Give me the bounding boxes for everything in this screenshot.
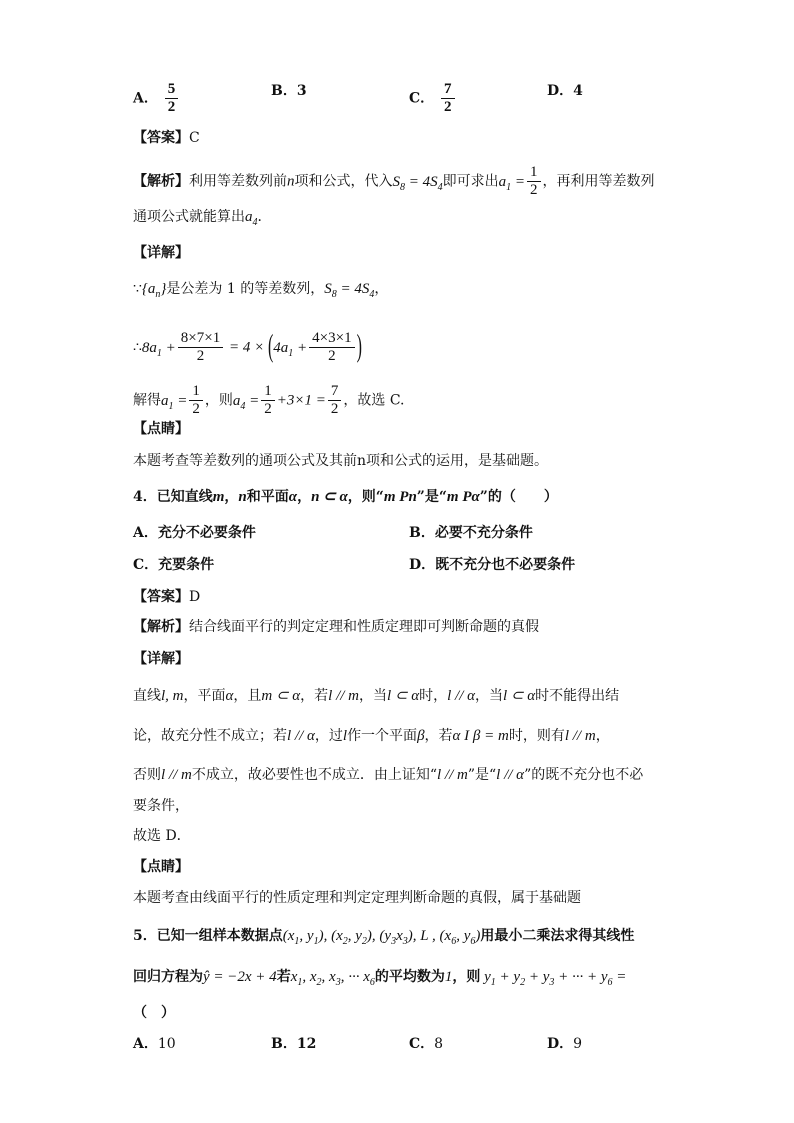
q3-option-a: A． $\frac{5}{2}$ <box>133 81 180 116</box>
fraction: $\frac{7}{2}$ <box>441 81 455 116</box>
q5-stem-line2: 回归方程为ŷ = −2x + 4若$x_1$, $x_2$, $x_3$, ··· $x_6$的平均数为1，则 $y_1 + y_2 + y_3$ + ··· + $y_6$ = <box>133 969 627 988</box>
q3-analysis: 【解析】利用等差数列前n项和公式，代入$S_8 = 4S_4$即可求出$a_1$ = $\frac{1}{2}$ ，再利用等差数列 <box>133 164 655 198</box>
q4-option-a: A．充分不必要条件 <box>133 525 256 541</box>
q4-detail-line4: 要条件， <box>133 798 189 814</box>
q4-detail-line3: 否则l // m不成立，故必要性也不成立．由上证知“l // m”是“l // α”的既不充分也不必 <box>133 767 644 783</box>
q4-detail-line5: 故选 D． <box>133 828 191 844</box>
q5-stem-line1: 5．已知一组样本数据点($x_1$, $y_1$), ($x_2$, $y_2$), $(y_3x_3)$, L , ($x_6$, $y_6$)用最小二乘法求得其线性 <box>133 928 635 947</box>
q3-answer: 【答案】C <box>133 130 200 146</box>
q5-paren: （ ） <box>133 1005 175 1021</box>
q4-detail-line2: 论，故充分性不成立；若l // α，过l作一个平面β，若α I β = m时，则有l // m， <box>133 728 610 744</box>
q5-option-a: A．10 <box>133 1036 176 1052</box>
q3-detail-solve: 解得$a_1$ = $\frac{1}{2}$ ，则$a_4$ = $\frac{1}{2}$ +3×1 = $\frac{7}{2}$ ，故选 C. <box>133 383 405 417</box>
q4-option-d: D．既不充分也不必要条件 <box>409 557 576 573</box>
q3-option-d: D．4 <box>547 83 583 99</box>
q3-detail-equation: $\therefore 8a_1$ + $\frac{8\times 7\times 1}{2}$ = $4 \times (4a_1$ + $\frac{4\times 3\times 1}{2}$ ) <box>133 329 362 364</box>
q3-analysis-line2: 通项公式就能算出$a_4$． <box>133 209 272 228</box>
q4-option-b: B．必要不充分条件 <box>409 525 533 541</box>
q4-analysis: 【解析】结合线面平行的判定定理和性质定理即可判断命题的真假 <box>133 619 539 635</box>
q4-comment-tag: 【点睛】 <box>133 859 189 875</box>
q4-option-c: C．充要条件 <box>133 557 215 573</box>
q3-detail-tag: 【详解】 <box>133 245 189 261</box>
q5-option-c: C．8 <box>409 1036 444 1052</box>
q3-comment: 本题考查等差数列的通项公式及其前n项和公式的运用，是基础题。 <box>133 453 549 469</box>
fraction: $\frac{5}{2}$ <box>165 81 179 116</box>
q4-comment: 本题考查由线面平行的性质定理和判定定理判断命题的真假，属于基础题 <box>133 890 581 906</box>
q4-answer: 【答案】D <box>133 589 201 605</box>
q4-detail-line1: 直线l, m，平面α，且m ⊂ α，若l // m，当l ⊂ α时，l // α，当l ⊂ α时不能得出结 <box>133 688 620 704</box>
q3-option-c: C． $\frac{7}{2}$ <box>409 81 457 116</box>
q5-option-d: D．9 <box>547 1036 583 1052</box>
q4-detail-tag: 【详解】 <box>133 651 189 667</box>
q3-comment-tag: 【点睛】 <box>133 421 189 437</box>
q5-option-b: B．12 <box>271 1036 317 1052</box>
q3-option-b: B．3 <box>271 83 307 99</box>
q3-detail-line1: $\because\{a_n\}$是公差为 1 的等差数列，$S_8 = 4S_4$， <box>133 281 389 300</box>
q4-stem: 4．已知直线m，n和平面α，n ⊂ α，则“m Pn”是“m Pα”的（ ） <box>133 489 558 505</box>
